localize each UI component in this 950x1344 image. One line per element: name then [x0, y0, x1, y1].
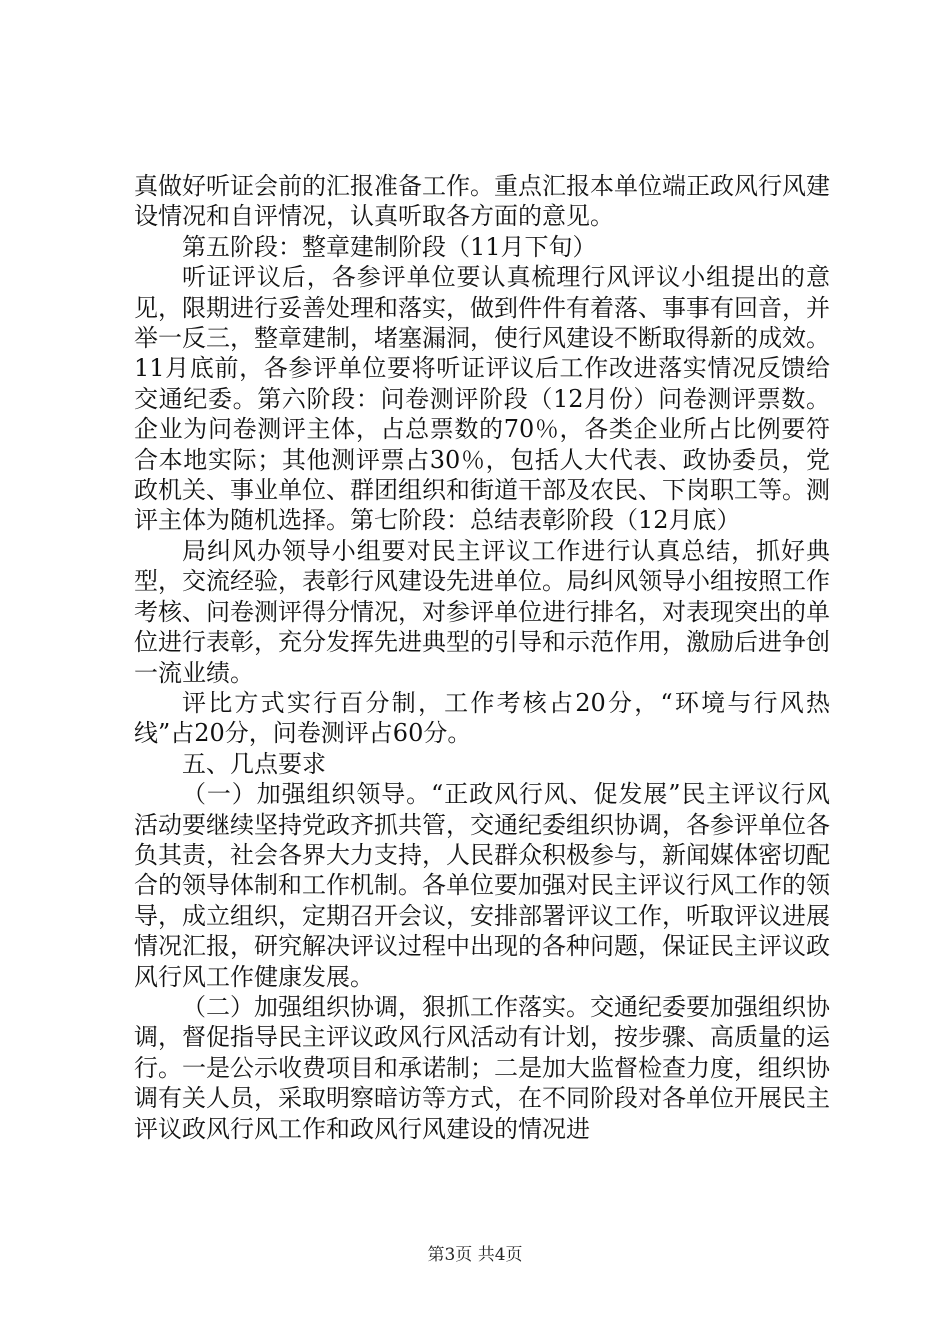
document-body	[134, 171, 830, 1144]
paragraph-2: 第五阶段：整章建制阶段（11月下旬）	[182, 232, 597, 261]
paragraph-7: （一）加强组织领导。“正政风行风、促发展”民主评议行风活动要继续坚持党政齐抓共管，交通纪委组织协调，各参评单位各负其责，社会各界大力支持，人民群众积极参与，新闻媒体密切配合的领导体制和工作机制。各单位要加强对民主评议行风工作的领导，成立组织，定期召开会议，安排部署评议工作，听取评议进展情况汇报，研究解决评议过程中出现的各种问题，保证民主评议政风行风工作健康发展。	[134, 780, 830, 991]
paragraph-5: 评比方式实行百分制，工作考核占20分，“环境与行风热线”占20分，问卷测评占60分。	[134, 688, 830, 748]
page-footer: 第3页 共4页	[427, 1245, 523, 1265]
paragraph-4: 局纠风办领导小组要对民主评议工作进行认真总结，抓好典型，交流经验，表彰行风建设先进单位。局纠风领导小组按照工作考核、问卷测评得分情况，对参评单位进行排名，对表现突出的单位进行表彰，充分发挥先进典型的引导和示范作用，激励后进争创一流业绩。	[134, 536, 830, 687]
paragraph-8: （二）加强组织协调，狠抓工作落实。交通纪委要加强组织协调，督促指导民主评议政风行风活动有计划，按步骤、高质量的运行。一是公示收费项目和承诺制；二是加大监督检查力度，组织协调有关人员，采取明察暗访等方式，在不同阶段对各单位开展民主评议政风行风工作和政风行风建设的情况进	[134, 992, 830, 1143]
section-heading: 五、几点要求	[182, 749, 326, 778]
paragraph-3: 听证评议后，各参评单位要认真梳理行风评议小组提出的意见，限期进行妥善处理和落实，做到件件有着落、事事有回音，并举一反三，整章建制，堵塞漏洞，使行风建设不断取得新的成效。11月底前，各参评单位要将听证评议后工作改进落实情况反馈给交通纪委。第六阶段：问卷测评阶段（12月份）问卷测评票数。企业为问卷测评主体，占总票数的70％，各类企业所占比例要符合本地实际；其他测评票占30％，包括人大代表、政协委员，党政机关、事业单位、群团组织和街道干部及农民、下岗职工等。测评主体为随机选择。第七阶段：总结表彰阶段（12月底）	[134, 263, 830, 535]
paragraph-1: 真做好听证会前的汇报准备工作。重点汇报本单位端正政风行风建设情况和自评情况，认真听取各方面的意见。	[134, 172, 830, 231]
